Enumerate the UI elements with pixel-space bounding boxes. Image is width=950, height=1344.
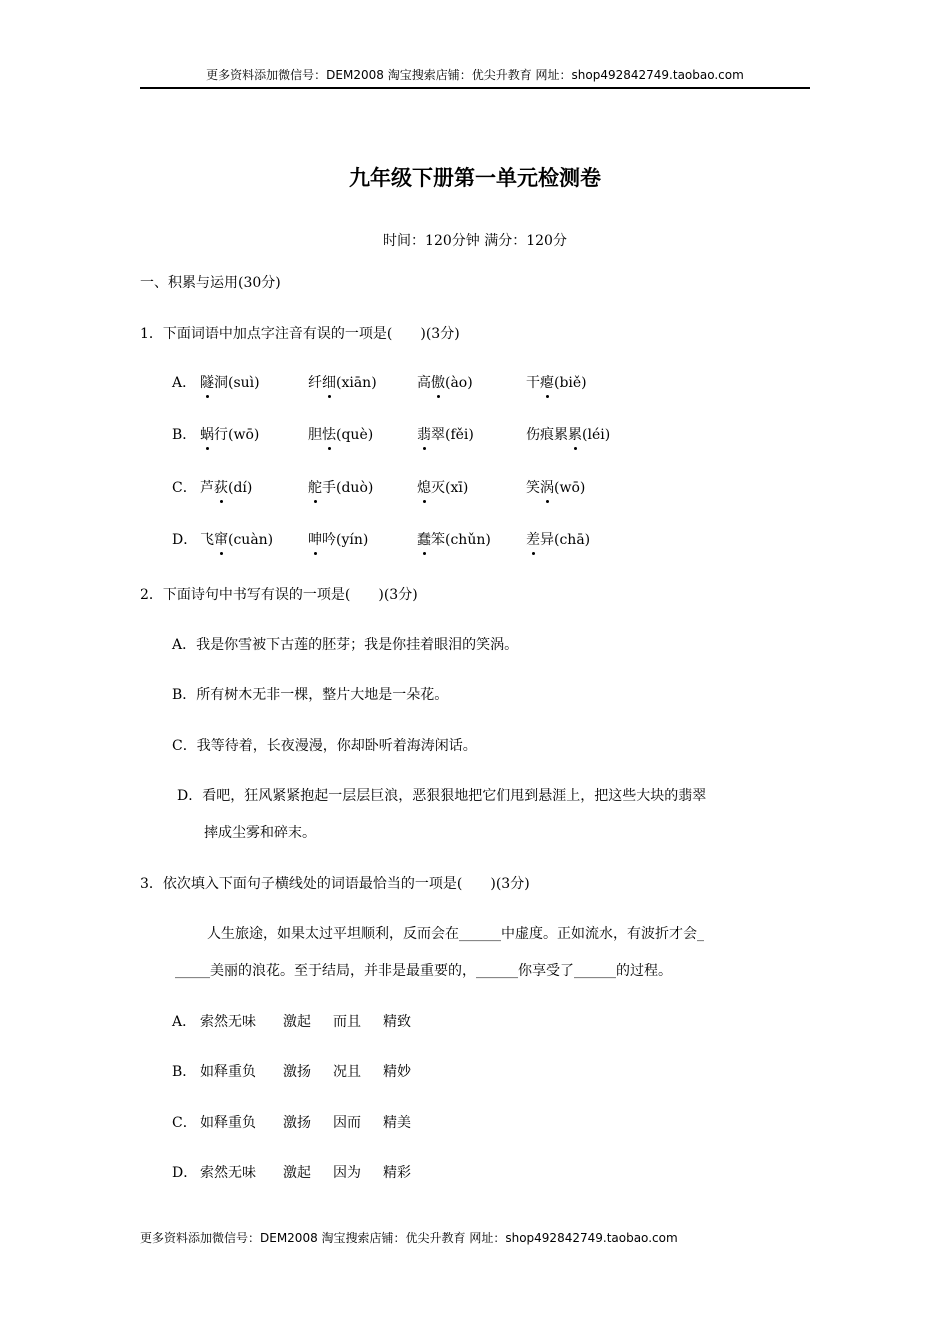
- pinyin-word: 胆怯(què): [308, 424, 373, 444]
- pinyin-word: 差异(chā): [526, 529, 590, 549]
- dotted-character: 蠢: [417, 529, 431, 549]
- option-label: D．: [172, 532, 198, 548]
- page-footer: 更多资料添加微信号：DEM2008 淘宝搜索店铺：优尖升教育 网址：shop492842749.taobao.com: [140, 1231, 678, 1245]
- section-heading: 一、积累与运用(30分): [140, 275, 281, 291]
- option-word: 精彩: [383, 1165, 411, 1181]
- question-2-option-d: D．看吧，狂风紧紧抱起一层层巨浪，恶狠狠地把它们甩到悬涯上，把这些大块的翡翠: [177, 788, 707, 804]
- option-label: C．: [172, 480, 197, 496]
- option-word: 而且: [333, 1014, 361, 1030]
- dotted-character: 细: [322, 372, 336, 392]
- option-word: 激起: [283, 1014, 311, 1030]
- option-label: B．: [172, 427, 197, 443]
- header-divider: [140, 87, 810, 89]
- option-word: 精妙: [383, 1064, 411, 1080]
- option-word: 如释重负: [200, 1115, 256, 1131]
- question-3-passage-cont: _____美丽的浪花。至于结局，并非是最重要的，______你享受了______的过程。: [175, 963, 672, 979]
- dotted-character: 蜗: [200, 424, 214, 444]
- question-3-stem: 3．依次填入下面句子横线处的词语最恰当的一项是( )(3分): [140, 876, 530, 892]
- option-word: 索然无味: [200, 1014, 256, 1030]
- dotted-character: 荻: [214, 477, 228, 497]
- option-word: 激扬: [283, 1115, 311, 1131]
- option-word: 因而: [333, 1115, 361, 1131]
- exam-info: 时间：120分钟 满分：120分: [383, 233, 567, 249]
- dotted-character: 翡: [417, 424, 431, 444]
- pinyin-word: 伤痕累累(léi): [526, 424, 610, 444]
- question-2-option-c: C．我等待着，长夜漫漫，你却卧听着海涛闲话。: [172, 738, 477, 754]
- pinyin-word: 熄灭(xī): [417, 477, 468, 497]
- question-2-option-b: B．所有树木无非一棵，整片大地是一朵花。: [172, 687, 449, 703]
- option-word: 精美: [383, 1115, 411, 1131]
- pinyin-word: 呻吟(yín): [308, 529, 368, 549]
- option-label: D．: [172, 1165, 198, 1181]
- pinyin-word: 翡翠(fěi): [417, 424, 474, 444]
- question-3-passage: 人生旅途，如果太过平坦顺利，反而会在______中虚度。正如流水，有波折才会_: [207, 926, 704, 942]
- option-word: 因为: [333, 1165, 361, 1181]
- option-word: 况且: [333, 1064, 361, 1080]
- pinyin-word: 芦荻(dí): [200, 477, 252, 497]
- page-header: 更多资料添加微信号：DEM2008 淘宝搜索店铺：优尖升教育 网址：shop492842749.taobao.com: [206, 68, 744, 82]
- dotted-character: 熄: [417, 477, 431, 497]
- question-2-stem: 2．下面诗句中书写有误的一项是( )(3分): [140, 587, 418, 603]
- pinyin-word: 隧洞(suì): [200, 372, 260, 392]
- question-1-stem: 1．下面词语中加点字注音有误的一项是( )(3分): [140, 326, 460, 342]
- option-word: 索然无味: [200, 1165, 256, 1181]
- pinyin-word: 干瘪(biě): [526, 372, 587, 392]
- dotted-character: 呻: [308, 529, 322, 549]
- option-label: A．: [172, 1014, 197, 1030]
- dotted-character: 傲: [431, 372, 445, 392]
- option-word: 激起: [283, 1165, 311, 1181]
- option-word: 精致: [383, 1014, 411, 1030]
- option-word: 激扬: [283, 1064, 311, 1080]
- pinyin-word: 蜗行(wō): [200, 424, 259, 444]
- page-title: 九年级下册第一单元检测卷: [349, 166, 601, 190]
- pinyin-word: 笑涡(wō): [526, 477, 585, 497]
- option-label: A．: [172, 375, 197, 391]
- question-2-option-a: A．我是你雪被下古莲的胚芽；我是你挂着眼泪的笑涡。: [172, 637, 519, 653]
- dotted-character: 累: [568, 424, 582, 444]
- option-label: C．: [172, 1115, 197, 1131]
- pinyin-word: 纤细(xiān): [308, 372, 377, 392]
- dotted-character: 差: [526, 529, 540, 549]
- dotted-character: 窜: [214, 529, 228, 549]
- question-2-option-d-cont: 摔成尘雾和碎末。: [204, 825, 316, 841]
- option-label: B．: [172, 1064, 197, 1080]
- pinyin-word: 高傲(ào): [417, 372, 473, 392]
- pinyin-word: 飞窜(cuàn): [200, 529, 273, 549]
- dotted-character: 隧: [200, 372, 214, 392]
- pinyin-word: 蠢笨(chǔn): [417, 529, 491, 549]
- dotted-character: 涡: [540, 477, 554, 497]
- dotted-character: 怯: [322, 424, 336, 444]
- dotted-character: 舵: [308, 477, 322, 497]
- option-word: 如释重负: [200, 1064, 256, 1080]
- dotted-character: 瘪: [540, 372, 554, 392]
- pinyin-word: 舵手(duò): [308, 477, 373, 497]
